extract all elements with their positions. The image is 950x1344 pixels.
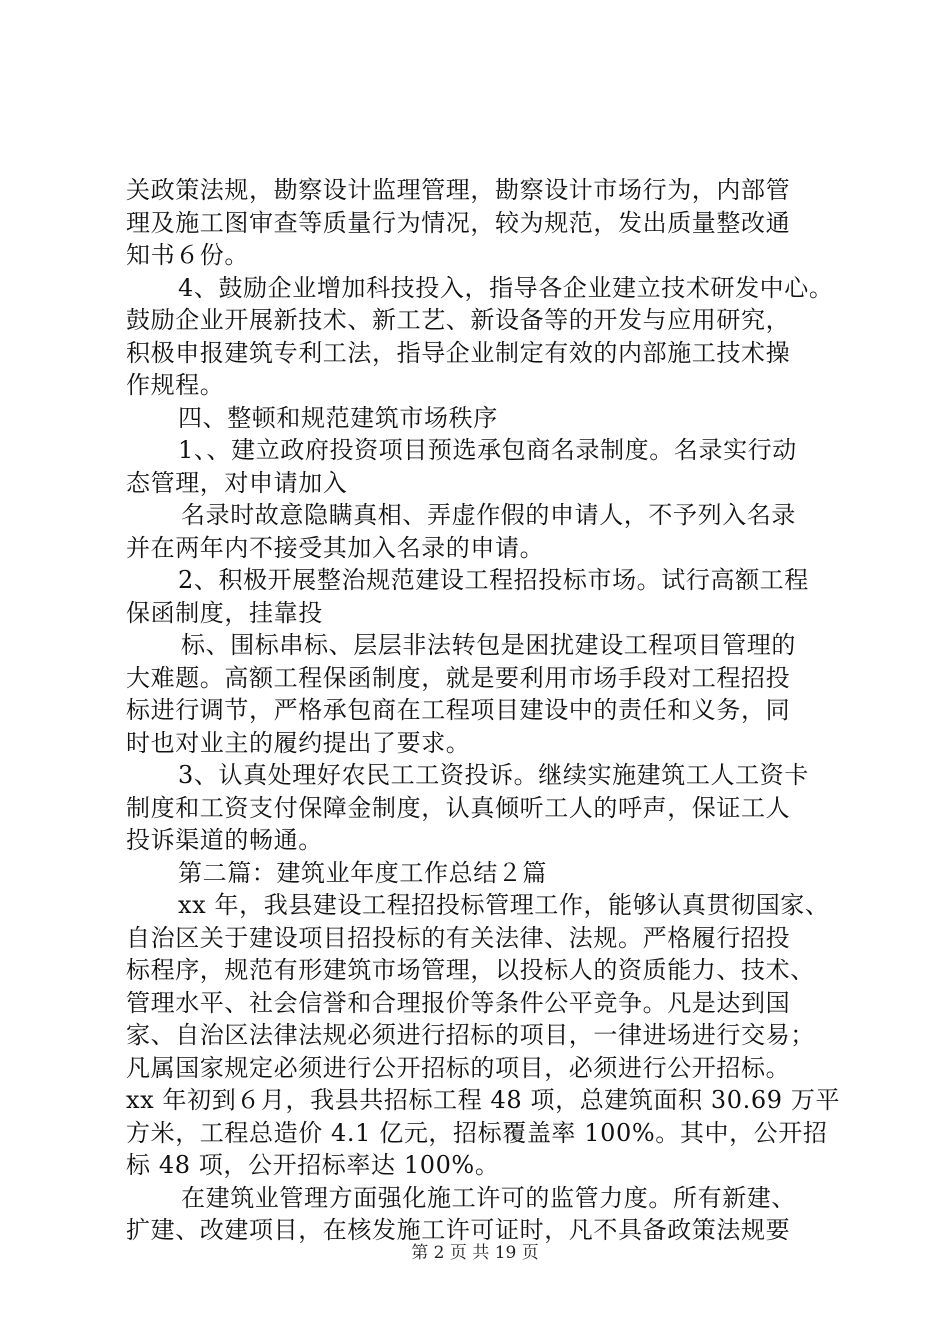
text-line: 时也对业主的履约提出了要求。 <box>126 728 471 757</box>
text-line: 并在两年内不接受其加入名录的申请。 <box>126 533 545 562</box>
text-line: 关政策法规，勘察设计监理管理，勘察设计市场行为，内部管 <box>126 176 791 204</box>
text-line: 四、整顿和规范建筑市场秩序 <box>178 403 498 432</box>
text-line: 大难题。高额工程保函制度，就是要利用市场手段对工程招投 <box>126 663 791 692</box>
text-line: 制度和工资支付保障金制度，认真倾听工人的呼声，保证工人 <box>126 793 791 822</box>
text-line: 标 48 项，公开招标率达 100%。 <box>126 1151 500 1179</box>
text-line: 管理水平、社会信誉和合理报价等条件公平竞争。凡是达到国 <box>126 988 791 1017</box>
text-line: 方米，工程总造价 4.1 亿元，招标覆盖率 100%。其中，公开招 <box>126 1118 828 1147</box>
text-line: 3、认真处理好农民工工资投诉。继续实施建筑工人工资卡 <box>178 761 809 789</box>
text-line: 知书６份。 <box>126 241 249 269</box>
text-line: xx 年初到６月，我县共招标工程 48 项，总建筑面积 30.69 万平 <box>126 1086 841 1114</box>
text-line: 2、积极开展整治规范建设工程招投标市场。试行高额工程 <box>178 566 809 594</box>
text-line: 标、围标串标、层层非法转包是困扰建设工程项目管理的 <box>181 631 796 659</box>
text-line: 积极申报建筑专利工法，指导企业制定有效的内部施工技术操 <box>126 338 791 367</box>
text-line: 投诉渠道的畅通。 <box>126 826 323 854</box>
text-line: 保函制度，挂靠投 <box>126 598 323 627</box>
text-line: 4、鼓励企业增加科技投入，指导各企业建立技术研发中心。 <box>178 273 834 302</box>
text-line: 名录时故意隐瞒真相、弄虚作假的申请人，不予列入名录 <box>181 501 796 529</box>
text-line: 理及施工图审查等质量行为情况，较为规范，发出质量整改通 <box>126 208 791 237</box>
text-line: xx 年，我县建设工程招投标管理工作，能够认真贯彻国家、 <box>178 891 830 919</box>
text-line: 自治区关于建设项目招投标的有关法律、法规。严格履行招投 <box>126 923 791 952</box>
text-line: 第二篇：建筑业年度工作总结２篇 <box>178 858 547 887</box>
text-line: 扩建、改建项目，在核发施工许可证时，凡不具备政策法规要 <box>126 1216 791 1244</box>
page-footer: 第 2 页 共 19 页 <box>411 1243 539 1263</box>
text-line: 态管理，对申请加入 <box>126 468 348 497</box>
text-line: 作规程。 <box>126 371 225 399</box>
text-line: 标进行调节，严格承包商在工程项目建设中的责任和义务，同 <box>126 696 791 724</box>
text-line: 标程序，规范有形建筑市场管理，以投标人的资质能力、技术、 <box>126 956 815 984</box>
text-line: 鼓励企业开展新技术、新工艺、新设备等的开发与应用研究， <box>126 306 791 334</box>
document-body <box>126 174 856 1247</box>
text-line: 在建筑业管理方面强化施工许可的监管力度。所有新建、 <box>181 1183 796 1212</box>
text-line: 1、、建立政府投资项目预选承包商名录制度。名录实行动 <box>178 436 797 464</box>
text-line: 家、自治区法律法规必须进行招标的项目，一律进场进行交易； <box>126 1021 815 1049</box>
text-line: 凡属国家规定必须进行公开招标的项目，必须进行公开招标。 <box>126 1053 791 1082</box>
